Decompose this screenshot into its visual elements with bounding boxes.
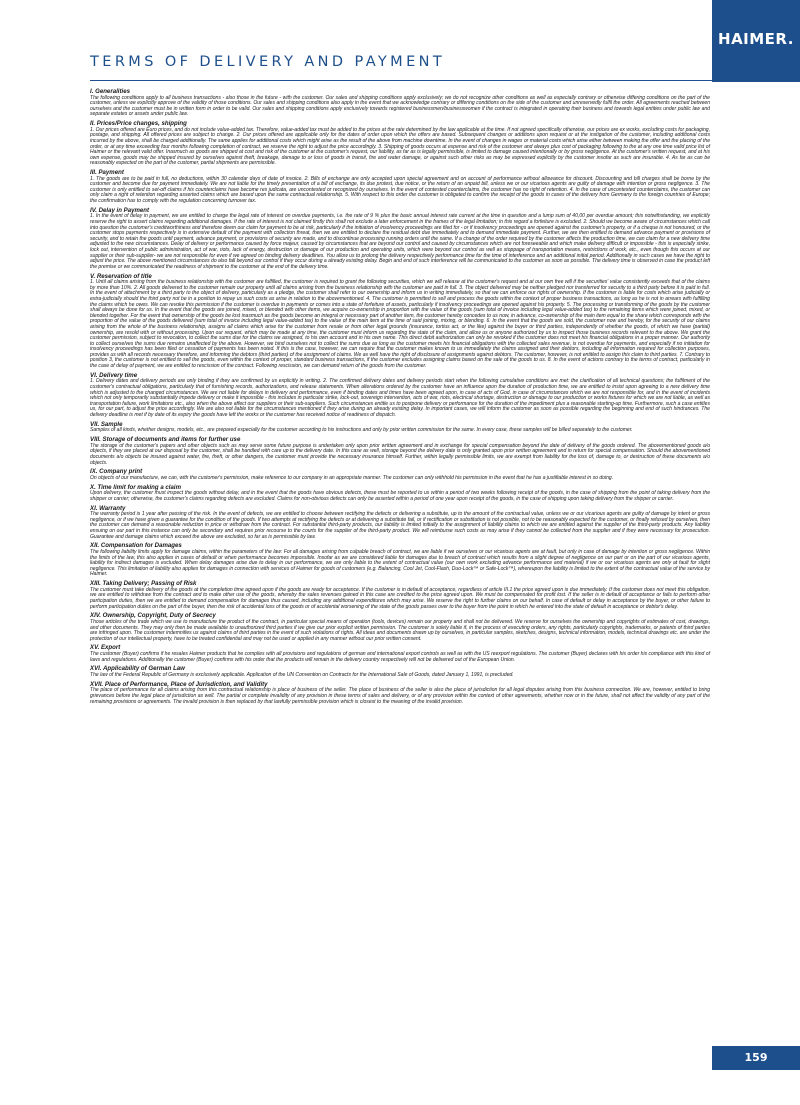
section-body: The customer must take delivery of the goods at the completion time agreed upon if the goods are ready for acceptance. If the customer is in default of acceptance, regardless of article III.1 the price agreed upon is due immediately. If the customer does not meet this obligation, we are entitled to withdraw from the contract and to make other use of the goods, whereby the sales revenues gained in this case are credited to the price agreed upon. We must be compensated for profit lost. If the seller is in default of acceptance or fails to perform other participation duties, then we are entitled to demand compensation for damages thus caused, including any additional expenditures which may arise. We reserve the right to further claims on our behalf. In case of default or delay in acceptance by the buyer, or other failure to perform participation duties on the part of the buyer, then the risk of accidental loss of the goods or of accidental worsening of the state of the goods passes over to the buyer from the point in which he entered into the state of default in acceptance or debtor's delay. (90, 586, 710, 610)
section-heading: VII. Sample (90, 420, 123, 428)
section-body: The warranty period is 1 year after passing of the risk. In the event of defects, we are entitled to choose between rectifying the defects or delivering a substitute, up to the amount of the contractual value, unless we or our vicarious agents are guilty of damage by intent or gross negligence, or if we have given a guarantee for the condition of the goods. If two attempts at rectifying the defects or at delivering a substitute fail, or if rectification or substitution is not possible, not to be reasonably expected for the customer, or finally refused by ourselves, then the customer can demand a reasonable reduction in price or withdraw from the contract. For substantial third-party products, our liability is limited initially to the assignment of liability claims to which we are entitled against the supplier of the third-party products. Any liability ensuing on our part in this instance can only be secondary and requires prior recourse to the courts for the supplier of the third-party product. We will reimburse such costs as may arise if they cannot be collected from the supplier and if they were necessary for prosecution. Guarantee and damage claims which exceed the above are excluded, so far as is permissible by law. (90, 511, 710, 540)
terms-section (90, 437, 710, 466)
section-heading: III. Payment (90, 169, 124, 177)
section-body: The law of the Federal Republic of Germany is exclusively applicable. Application of the UN Convention on Contracts for the International Sale of Goods, dated January 1, 1991, is precluded. (90, 672, 514, 679)
section-heading: XVII. Place of Performance, Place of Jurisdiction, and Validity (90, 680, 268, 688)
brand-box (712, 0, 800, 82)
terms-section (90, 485, 710, 503)
section-heading: XIV. Ownership, Copyright, Duty of Secrecy (90, 612, 216, 620)
section-body: Those articles of the trade which we use to manufacture the product of the contract, in particular special means of operation (tools, devices) remain our property and shall not be delivered. We reserve for ourselves the ownership and copyrights of estimates of cost, drawings, and other documents. They may only then be made available to unauthorized third parties if we give our prior explicit written permission. The customer is solely liable if, in the process of executing orders, any rights, particularly copyrights, trademarks, or patents of third parties are infringed upon. The customer indemnifies us against claims of third parties in the event of such violations of rights. All ideas and documents drawn up by ourselves, in particular samples, sketches, designs, technical information, models, technical drawings etc. are under the protection of our intellectual property, have to be treated confidential and may not be used or applied in any manner without our prior written consent. (90, 618, 710, 642)
terms-section (90, 581, 710, 610)
section-heading: XII. Compensation for Damages (90, 542, 182, 550)
section-body: The following liability limits apply for damage claims, within the parameters of the law: For all damages arising from culpable breach of contract, we are liable if we ourselves or our vicarious agents are at fault, but only in case of damage by intention or gross negligence. Within the limits of the law, this also applies in cases of default or when performance becomes impossible. Insofar as we are considered liable for damages due to breach of contract which results from a slight degree of negligence on our part or on the part of our vicarious agents, liability for indirect damages is excluded. When delay damages arise due to delay in our performance, we are only liable to the extent of contractual value (our own work excluding advance performance and material) if we or our vicarious agents are only at fault for slight negligence. This limitation of liability also applies for damages in connection with services of Haimer for goods of customers (e.g. Balancing, Cool Jet, Cool-Flash, Duo-Lock™ or Safe-Lock™), whereupon the liability is limited to the extent of the contractual value of the service by Haimer. (90, 549, 710, 578)
terms-section (90, 170, 710, 205)
terms-section (90, 89, 710, 118)
section-body: The following conditions apply to all business transactions - also those in the future - with the customer. Our sales and shipping conditions apply exclusively; we do not recognize other conditions as well as especially contrary or otherwise differing conditions on the part of the customer, unless we explicitly approve of the validity of those conditions. Our sales and shipping conditions also apply in the event that we acknowledge contrary or differing conditions on the side of the customer and unreservedly fulfil the order. All agreements reached between ourselves and the customer must be in written form in order to be valid. Our sales and shipping conditions apply exclusively towards registered businessmen/businesswomen if the contract is integrated in operating their business and towards legal entities under public law and separate estates or assets under public law. (90, 94, 710, 118)
section-body: 1. Until all claims arising from the business relationship with the customer are fulfilled, the customer is required to grant the following securities, which we will release at the customer's request and at our own free will if the securities' value consistently exceeds that of the claims by more than 10%. 2. All goods delivered to the customer remain our property until all claims arising from the business relationship with the customer are paid in full. 3. The object delivered may be neither pledged nor transferred for security to a third party before it is paid in full. In the event of attachment by a third party to the object of delivery, particularly as a pledge, the customer shall refer to our ownership and inform us in writing immediately, so that we can enforce our rights of ownership. If the customer is liable for costs which arise judicially or extra-judicially should the third party not be in a position to repay us such costs as arise in relation to the abovementioned. 4. The customer is permitted to sell and process the goods within the context of proper business transactions, as long as he is not in arrears with fulfilling the claims which he owes. We can revoke this permission if the customer is overdue in payments or comes into a state of forfeiture of assets, particularly if insolvency proceedings are opened against his property. 5. The processing or transforming of the goods by the customer shall always be done for us. In the event that the goods are joined, mixed, or blended with other items, we acquire co-ownership in proportion with the value of the goods (sum total of invoice including legal value-added tax) to the remaining items which were joined, mixed, or blended together. For the event that ownership of the goods be lost inasmuch as the goods become an integral or necessary part of another item, the customer hereby concedes to us now, in advance, co-ownership of the main item equal to the share which corresponds with the proportion of the value of the goods delivered (sum total of invoice including legal value-added tax) to the value of the main item at the time of said joining, mixing, or blending. 6. In the event that the goods are sold, the customer now and hereby, for the security of our claims arising from the whole of the business relationship, assigns all claims which arise for the customer from resale or from other legal grounds (insurance, tortius act, or the like) against the buyer or third parties, independently of whether the goods, of which we have (partial) ownership, are resold with or without processing. Upon our request, which may be made at any time, the customer must inform us regarding the state of the claim, and allow us or anyone authorized by us to inspect those business records relevant to the above. We grant the customer permission, subject to revocation, to collect the sums due for the claims we assigned, to his own account and in his own name. This direct debit authorization can only be revoked if the customer does not meet his financial obligations in a proper manner. Our authority to collect ourselves the sums due remains unaffected by the above. However, we bind ourselves not to collect the sums due as long as the customer meets his financial obligations with the collected sales revenue, is not overdue for payments, and especially if no initiation for insolvency proceedings has been filed or cessation of payments has been noted. If this is the case, however, we can require that the customer makes known to us immediately the claims assigned and their debtors, including all information required for collection purposes, provides us with all records necessary therefore, and informing the debtors (third parties) of the assignment of claims. We as well have the right of disclosure of assignments against debtors. The customer, however, is not entitled to assign this claim to third parties. 7. Contrary to position 3, the customer is not entitled to sell the goods, even within the context of proper, standard business transactions, if the customer excludes assigning claims based on the sale of the goods to us. 8. In the event of actions contrary to the terms of contract, particularly in the case of delay of payment, we are entitled to rescission of the contract. Following rescission, we can demand return of the goods from the customer. (90, 279, 710, 370)
section-body: 1. Our prices offered are Euro prices, and do not include value-added tax. Therefore, value-added tax must be added to the prices at the rate determined by the law applicable at the time. If not agreed specifically otherwise, our prices are ex works, excluding costs for packaging, postage, and shipping. All offered prices are subject to change. 2. Our prices offered are applicable only for the dates of order upon which the offers are based. Subsequent changes or additions upon request or at the instigation of the customer, including additional costs incurred by the above, shall be charged additionally. The same applies for additional costs which might arise as the result of the above from machine downtime. In the event of changes in wages or material costs which arise either between making the offer and the placing of the order, or at any time exceeding four months following completion of contract, we reserve the right to adjust the price accordingly. 3. Shipping of goods occurs at expense and risk of the customer and always plus cost of packaging following to the at any one time valid price list of Haimer or the relevant valid offer. Inasmuch as goods are shipped at cost and risk of the customer at the customer's request, our liability, as far as is legally permissible, is limited to damage caused intentionally or by gross negligence. At the customer's written request, and at his own expense, goods may be shipped insured by ourselves against theft, breakage, damage to or loss of goods in transit, fire and water damage, or against such other risks as may be expressed explicitly by the customer insofar as such are insurable. 4. As far as can be reasonably expected on the part of the customer, partial shipments are permissible. (90, 126, 710, 167)
section-heading: XVI. Applicability of German Law (90, 665, 185, 673)
section-heading: VIII. Storage of documents and items for further use (90, 436, 241, 444)
section-body: 1. Delivery dates and delivery periods are only binding if they are confirmed by us explicitly in writing. 2. The confirmed delivery dates and delivery periods start when the following cumulative conditions are met: the clarification of all technical questions; the fulfilment of the customer's contractual obligations, particularly that of furnishing records, authorizations, and release statements. When alterations ordered by the customer have an influence upon the duration of production time, we are entitled to insist upon agreeing to a new delivery time which is adjusted to the changed circumstances. We are not liable for delays in delivery and performance, even if binding dates and times have been agreed upon, in case of acts of God, in case of circumstances which we are not responsible for, and in the event of incidents which not only temporarily substantially impede delivery or make it impossible - this includes in particular strike, lock-out, sovereign intervention, acts of war, riots, electrical shortage, destruction or damage to our production or works fixtures for which we are not liable, as well as transportation failure, work limitations etc., also when the above affect our suppliers or their sub-suppliers. Such circumstances entitle us to postpone delivery or performance for the duration of the impediment plus a reasonable starting-up time. Furthermore, such a case entitles us, for our part, to adjust the price accordingly. We are also not liable for the circumstances mentioned if they arise during an already existing delay. In important cases, we will inform the customer as soon as possible regarding the beginning and end of such hindrances. The delivery deadline is met if by date of its expiry the goods have left the works or the customer has received notice of readiness of dispatch. (90, 378, 710, 418)
section-body: On objects of our manufacture, we can, with the customer's permission, make reference to our company in an appropriate manner. The customer can only withhold his permission in the event that he has a justifiable interest in so doing. (90, 474, 614, 481)
terms-section (90, 274, 710, 370)
terms-content (90, 89, 710, 708)
section-body: Samples of all kinds, whether designs, models, etc., are prepared especially for the customer according to his instructions and only by prior written commission for the same. In every case, these samples will be billed separately to the customer. (90, 427, 633, 434)
section-heading: IV. Delay in Payment (90, 206, 150, 214)
section-body: Upon delivery, the customer must inspect the goods without delay, and in the event that the goods have obvious defects, these must be reported to us within a period of two weeks following receipt of the goods, in the case of shipping from the point of taking delivery from the shipper or carrier; otherwise, the customer's claims regarding defects are excluded. Claims for non-obvious defects can only be asserted within a period of one year upon receipt of the goods, in the case of shipping upon taking delivery from the shipper or carrier. (90, 490, 710, 502)
terms-section (90, 208, 710, 271)
page-title: TERMS OF DELIVERY AND PAYMENT (90, 54, 446, 70)
title-divider (90, 80, 712, 81)
section-heading: I. Generalities (90, 88, 130, 95)
section-heading: VI. Delivery time (90, 371, 138, 379)
page-number: 159 (744, 1051, 768, 1064)
terms-section (90, 645, 710, 663)
terms-section (90, 613, 710, 642)
terms-section (90, 469, 710, 481)
haimer-logo: HAIMER. (718, 30, 794, 48)
terms-section (90, 666, 710, 678)
section-body: The storage of the customer's papers and other objects such as may serve some future purpose is undertaken only upon prior written agreement and in exchange for special compensation beyond the date of delivery of the goods ordered. The abovementioned goods a/o objects, if they are placed at our disposal by the customer, shall be handled with care up to the delivery date. In this case as well, storage beyond the delivery date is only granted upon prior written agreement and in return for special compensation. Should the abovementioned documents a/o objects be insured against water, fire, theft, or other dangers, the customer must provide the necessary insurance himself. Further, within legally permissible limits, we are exempt from liability for the loss of, damage to, or destruction of these documents a/o objects. (90, 442, 710, 466)
terms-section (90, 682, 710, 705)
page-number-box (712, 1046, 800, 1070)
section-heading: IX. Company print (90, 468, 143, 476)
section-heading: XIII. Taking Delivery; Passing of Risk (90, 580, 197, 588)
section-heading: X. Time limit for making a claim (90, 483, 181, 491)
terms-section (90, 422, 710, 434)
section-heading: II. Prices/Price changes, shipping (90, 120, 187, 128)
terms-section (90, 373, 710, 419)
terms-section (90, 506, 710, 541)
section-body: 1. The goods are to be paid in full, no deductions, within 30 calendar days of date of invoice. 2. Bills of exchange are only accepted upon special agreement and on account of performance without allowance for discount. Discounting and bill charges shall be borne by the customer and become due for payment immediately. We are not liable for the timely presentation of a bill of exchange, its due protest, due notice, or the return of an unpaid bill, unless we or our vicarious agents are guilty of damage with intention or gross negligence. 3. The customer is only entitled to set-off claims if his counterclaims have become res judicata, are uncontested or recognized by ourselves. In the event of contested counterclaims, the customer has no right of retention. 4. In the case of uncontested counterclaims, the customer can only claim a right of retention regarding asserted claims which are based upon the same contractual relationship. 5. With respect to this order the customer is obligated to confirm the receipt of the goods in cases of the delivery from Germany to the foreign countries of Europe; the confirmation has to comply with the regulation concerning turnover tax. (90, 175, 710, 205)
section-heading: V. Reservation of title (90, 272, 152, 280)
section-body: 1. In the event of delay in payment, we are entitled to charge the legal rate of interest on overdue payments, i.e. the rate of 9 % plus the basic annual interest rate current at the time in question and a lump sum of 40,00 per overdue amount; this notwithstanding, we explicitly reserve the right to assert claims regarding additional damages. If the rate of interest is not claimed firstly this shall not exclude a later enforcement in the frames of the legal limitation; in this regard a forfeiture is excluded. 2. Should we become aware of circumstances which call into question the customer's creditworthiness and therefore deem our claim for payment to be at risk, particularly if the initiation of insolvency proceedings are filed for - or if insolvency proceedings are opened against the customer's property, or if a cheque is not honoured, or the customer stops payments respectively is in extensive default of the payment with collection threat, then we are entitled to declare the residual debt due immediately and to demand immediate payment. Further, we are then entitled to demand advance payment or provisions of security, and to retain the goods until payment, advance payment, or provisions of security are made, and to discontinue processing running orders until the same. If a change of the order required by the customer affects the production time, we can claim for a new delivery time adjusted to the new circumstances. Delay of delivery or performance caused by force majeur, caused by circumstances that are beyond our control and caused by circumstances which are not foreseeable and which make delivery difficult or impossible - this is especially strike, lock out, intervention of public administration, act of war, riots, lack of energy, destruction or damage of our production and operating units, which were beyond our control as well as stoppage of transportation means, restrictions of work, etc., even though this occurs at our supplier or their sub-supplier- we are not responsible for even if we agreed on binding delivery deadlines. You allow us to prolong the delivery respectively performance time for the time of interference and an additional initial period. Additionally in such cases we have the right to adjust the price. The above mentioned circumstances do also fall beyond our control if they occur during a already existing delay. Begin and end of such interference will be communicated to the customer as soon as possible. The delivery time is observed in case the product left the premise or we communicated the readiness of shipment to the customer at the end of the delivery time. (90, 213, 710, 270)
terms-section (90, 543, 710, 578)
section-body: The place of performance for all claims arising from this contractual relationship is place of business of the seller. The place of business of the seller is also the place of jurisdiction for all legal disputes arising from this business connection. We are, however, entitled to bring grievances before the legal place of jurisdiction as well. The partial or complete invalidity of any provision in these terms of sales and delivery, or of any provision within the context of other agreements, whether now or in the future, shall not affect the validity of any part of the remaining provisions or agreements. The invalid provision is then replaced by that lawfully permissible provision which is closest to the meaning of the invalid provision. (90, 687, 710, 705)
section-heading: XV. Export (90, 644, 121, 652)
section-heading: XI. Warranty (90, 504, 126, 512)
section-body: The customer (Buyer) confirms if he resales Haimer products that he complies with all provisions and regulations of german and international export controls as well as with the US reexport regulations. The customer (Buyer) declares with his order his compliance with this kind of laws and regulations. Additionally the customer (Buyer) confirms with his order that the products will remain in the delivery country respectively will not be delivered out of the European Union. (90, 651, 710, 663)
terms-section (90, 121, 710, 167)
